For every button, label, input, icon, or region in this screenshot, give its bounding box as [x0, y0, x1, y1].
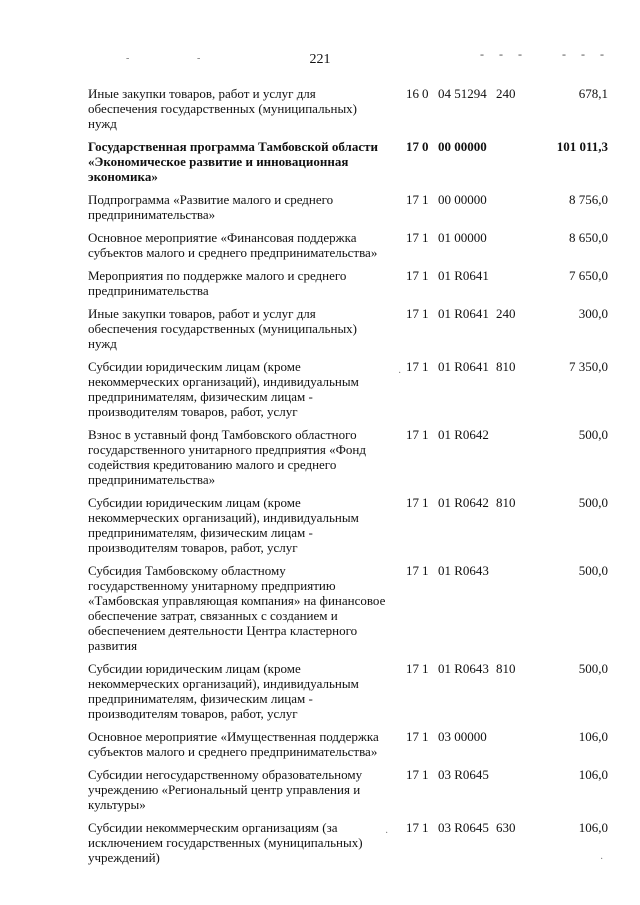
row-expense-type-code: 810 [496, 359, 516, 374]
row-sum: 500,0 [578, 427, 608, 442]
row-subprogram-code: 1 [422, 306, 429, 321]
table-row [88, 359, 608, 419]
row-program-code: 16 [406, 86, 419, 101]
row-article-code: 01 R0641 [438, 306, 489, 321]
row-article-code: 03 R0645 [438, 767, 489, 782]
row-article-code: 03 00000 [438, 729, 487, 744]
table-row [88, 230, 608, 260]
row-article-code: 01 R0641 [438, 268, 489, 283]
row-program-code: 17 [406, 139, 419, 154]
row-description: Субсидия Тамбовскому областному государственному унитарному предприятию «Тамбовская управляющая компания» на финансовое обеспечение затрат, связанных с созданием и обеспечением деятельности Центра кластерного развития [88, 563, 386, 653]
table-row [88, 563, 608, 653]
row-sum: 7 350,0 [569, 359, 608, 374]
row-description: Субсидии некоммерческим организациям (за исключением государственных (муниципальных) учреждений) [88, 820, 363, 865]
header-dash-1: - - - [480, 47, 528, 61]
row-program-code: 17 [406, 306, 419, 321]
table-row [88, 306, 608, 351]
row-article-code: 01 R0642 [438, 495, 489, 510]
row-program-code: 17 [406, 729, 419, 744]
row-subprogram-code: 1 [422, 359, 429, 374]
row-subprogram-code: 1 [422, 661, 429, 676]
table-row [88, 495, 608, 555]
row-article-code: 01 R0643 [438, 563, 489, 578]
row-subprogram-code: 1 [422, 268, 429, 283]
row-program-code: 17 [406, 563, 419, 578]
table-row [88, 192, 608, 222]
row-expense-type-code: 630 [496, 820, 516, 835]
row-program-code: 17 [406, 268, 419, 283]
row-article-code: 00 00000 [438, 139, 487, 154]
row-expense-type-code: 810 [496, 495, 516, 510]
row-subprogram-code: 1 [422, 820, 429, 835]
row-expense-type-code: 810 [496, 661, 516, 676]
row-program-code: 17 [406, 427, 419, 442]
row-sum: 300,0 [578, 306, 608, 321]
row-description: Иные закупки товаров, работ и услуг для обеспечения государственных (муниципальных) нужд [88, 86, 358, 131]
row-expense-type-code: 240 [496, 306, 516, 321]
row-program-code: 17 [406, 661, 419, 676]
row-program-code: 17 [406, 820, 419, 835]
row-article-code: 00 00000 [438, 192, 487, 207]
row-sum: 500,0 [578, 563, 608, 578]
table-row [88, 268, 608, 298]
table-row [88, 729, 608, 759]
row-article-code: 01 R0642 [438, 427, 489, 442]
row-article-code: 04 51294 [438, 86, 487, 101]
row-description: Государственная программа Тамбовской области «Экономическое развитие и инновационная экономика» [88, 139, 378, 184]
row-sum: 678,1 [578, 86, 608, 101]
row-description: Взнос в уставный фонд Тамбовского областного государственного унитарного предприятия «Фонд содействия кредитованию малого и среднего предпринимательства» [88, 427, 366, 487]
header-dash-2: - - - [562, 47, 610, 61]
row-expense-type-code: 240 [496, 86, 516, 101]
row-description: Иные закупки товаров, работ и услуг для обеспечения государственных (муниципальных) нужд [88, 306, 358, 351]
row-subprogram-code: 1 [422, 729, 429, 744]
scan-speck: - [197, 53, 201, 64]
row-sum: 106,0 [578, 729, 608, 744]
row-article-code: 01 R0643 [438, 661, 489, 676]
row-subprogram-code: 1 [422, 495, 429, 510]
row-description: Основное мероприятие «Имущественная поддержка субъектов малого и среднего предпринимательства» [88, 729, 379, 759]
row-program-code: 17 [406, 495, 419, 510]
row-sum: 106,0 [578, 820, 608, 835]
row-subprogram-code: 1 [422, 230, 429, 245]
row-description: Мероприятия по поддержке малого и среднего предпринимательства [88, 268, 347, 298]
row-subprogram-code: 1 [422, 563, 429, 578]
row-article-code: 01 00000 [438, 230, 487, 245]
row-program-code: 17 [406, 230, 419, 245]
budget-table [88, 86, 608, 873]
row-description: Субсидии юридическим лицам (кроме некоммерческих организаций), индивидуальным предпринимателям, физическим лицам - производителям товаров, работ, услуг [88, 495, 359, 555]
row-sum: 101 011,3 [556, 139, 608, 154]
row-subprogram-code: 1 [422, 192, 429, 207]
scan-speck: · [398, 368, 402, 379]
page-number: 221 [309, 52, 331, 67]
row-subprogram-code: 1 [422, 767, 429, 782]
row-article-code: 01 R0641 [438, 359, 489, 374]
row-sum: 7 650,0 [569, 268, 608, 283]
row-program-code: 17 [406, 359, 419, 374]
row-subprogram-code: 0 [422, 139, 429, 154]
row-program-code: 17 [406, 192, 419, 207]
row-program-code: 17 [406, 767, 419, 782]
table-row [88, 139, 608, 184]
row-description: Субсидии негосударственному образовательному учреждению «Региональный центр управления и культуры» [88, 767, 363, 812]
scan-speck: - [126, 53, 130, 64]
scan-speck: · [385, 828, 389, 839]
row-description: Субсидии юридическим лицам (кроме некоммерческих организаций), индивидуальным предпринимателям, физическим лицам - производителям товаров, работ, услуг [88, 359, 359, 419]
row-subprogram-code: 0 [422, 86, 429, 101]
table-row [88, 86, 608, 131]
row-description: Субсидии юридическим лицам (кроме некоммерческих организаций), индивидуальным предпринимателям, физическим лицам - производителям товаров, работ, услуг [88, 661, 359, 721]
scan-speck: · [600, 854, 604, 865]
row-subprogram-code: 1 [422, 427, 429, 442]
row-sum: 8 756,0 [569, 192, 608, 207]
table-row [88, 820, 608, 865]
row-sum: 500,0 [578, 661, 608, 676]
row-article-code: 03 R0645 [438, 820, 489, 835]
table-row [88, 661, 608, 721]
table-row [88, 767, 608, 812]
row-sum: 8 650,0 [569, 230, 608, 245]
row-sum: 500,0 [578, 495, 608, 510]
row-description: Подпрограмма «Развитие малого и среднего предпринимательства» [88, 192, 334, 222]
row-description: Основное мероприятие «Финансовая поддержка субъектов малого и среднего предпринимательства» [88, 230, 378, 260]
row-sum: 106,0 [578, 767, 608, 782]
table-row [88, 427, 608, 487]
